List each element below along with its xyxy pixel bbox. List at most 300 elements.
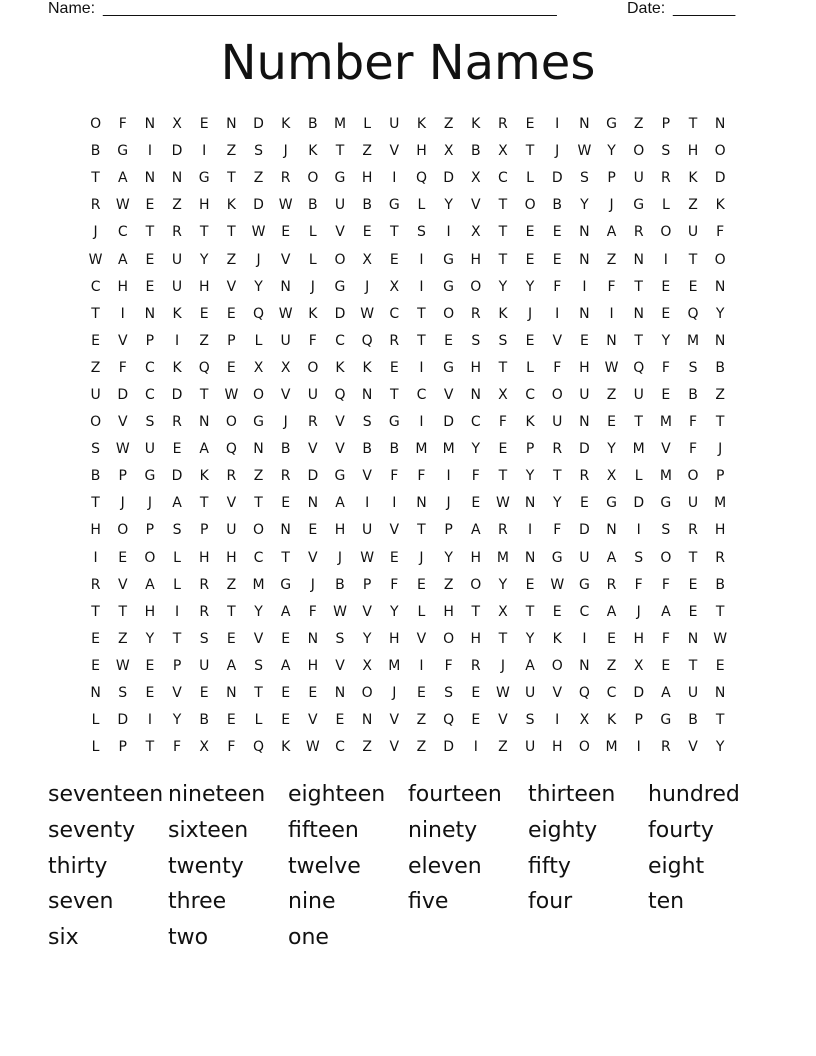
grid-letter[interactable]: B [308, 116, 318, 133]
grid-letter[interactable]: O [714, 251, 726, 268]
grid-letter[interactable]: Z [362, 143, 372, 160]
grid-letter[interactable]: X [362, 251, 372, 268]
grid-letter[interactable]: D [714, 170, 726, 187]
grid-letter[interactable]: F [417, 468, 426, 485]
grid-letter[interactable]: V [416, 630, 427, 647]
grid-letter[interactable]: I [147, 143, 152, 160]
grid-letter[interactable]: V [335, 441, 345, 458]
grid-letter[interactable]: R [90, 576, 101, 593]
grid-letter[interactable]: E [118, 549, 128, 566]
grid-letter[interactable]: H [198, 278, 210, 295]
grid-letter[interactable]: I [93, 549, 98, 566]
grid-letter[interactable]: E [172, 441, 182, 458]
grid-letter[interactable]: V [498, 712, 508, 729]
grid-letter[interactable]: D [633, 495, 645, 512]
grid-letter[interactable]: E [389, 251, 399, 268]
grid-letter[interactable]: W [550, 576, 565, 593]
grid-letter[interactable]: Q [415, 170, 427, 187]
grid-letter[interactable]: M [388, 657, 401, 674]
grid-letter[interactable]: J [256, 251, 261, 268]
grid-letter[interactable]: N [226, 116, 237, 133]
grid-letter[interactable]: U [280, 332, 291, 349]
grid-letter[interactable]: I [446, 224, 451, 241]
grid-letter[interactable]: Z [199, 332, 209, 349]
grid-letter[interactable]: F [688, 414, 698, 431]
grid-letter[interactable]: N [226, 685, 237, 702]
grid-letter[interactable]: U [307, 386, 318, 403]
grid-letter[interactable]: G [443, 251, 455, 268]
grid-letter[interactable]: H [687, 143, 699, 160]
grid-letter[interactable]: Y [471, 441, 481, 458]
grid-letter[interactable]: T [634, 414, 643, 431]
grid-letter[interactable]: K [715, 197, 725, 214]
grid-letter[interactable]: X [443, 143, 454, 160]
grid-letter[interactable]: J [337, 549, 343, 566]
grid-letter[interactable]: G [443, 359, 455, 376]
grid-letter[interactable]: Q [687, 305, 699, 322]
grid-letter[interactable]: Y [254, 278, 263, 295]
grid-letter[interactable]: E [552, 224, 562, 241]
grid-letter[interactable]: M [632, 441, 645, 458]
grid-letter[interactable]: D [307, 468, 319, 485]
grid-letter[interactable]: O [307, 170, 319, 187]
grid-letter[interactable]: A [661, 685, 671, 702]
grid-letter[interactable]: A [226, 657, 237, 674]
grid-letter[interactable]: J [500, 657, 505, 674]
grid-letter[interactable]: A [661, 603, 671, 620]
grid-letter[interactable]: S [498, 332, 508, 349]
grid-letter[interactable]: C [335, 332, 345, 349]
grid-letter[interactable]: O [307, 359, 319, 376]
grid-letter[interactable]: O [551, 657, 563, 674]
grid-letter[interactable]: U [633, 170, 644, 187]
grid-letter[interactable]: Z [253, 170, 264, 187]
grid-letter[interactable]: O [714, 143, 726, 160]
grid-letter[interactable]: Q [633, 359, 645, 376]
grid-letter[interactable]: N [90, 685, 101, 702]
grid-letter[interactable]: T [91, 305, 100, 322]
grid-letter[interactable]: D [117, 386, 129, 403]
grid-letter[interactable]: V [117, 576, 128, 593]
grid-letter[interactable]: N [633, 305, 644, 322]
grid-letter[interactable]: W [305, 739, 320, 756]
grid-letter[interactable]: T [254, 495, 263, 512]
grid-letter[interactable]: R [660, 739, 671, 756]
grid-letter[interactable]: G [606, 116, 617, 133]
grid-letter[interactable]: P [118, 468, 127, 485]
grid-letter[interactable]: B [688, 386, 698, 403]
grid-letter[interactable]: K [606, 712, 617, 729]
grid-letter[interactable]: X [498, 143, 508, 160]
grid-letter[interactable]: N [307, 495, 319, 512]
grid-letter[interactable]: Z [606, 386, 617, 403]
grid-letter[interactable]: O [633, 143, 645, 160]
grid-letter[interactable]: S [471, 332, 481, 349]
grid-letter[interactable]: B [280, 441, 291, 458]
grid-letter[interactable]: E [661, 278, 671, 295]
grid-letter[interactable]: V [280, 386, 291, 403]
grid-letter[interactable]: R [498, 116, 508, 133]
grid-letter[interactable]: U [362, 522, 373, 539]
grid-letter[interactable]: U [90, 386, 101, 403]
grid-letter[interactable]: I [582, 630, 587, 647]
grid-letter[interactable]: Z [498, 739, 508, 756]
grid-letter[interactable]: W [333, 603, 347, 620]
grid-letter[interactable]: L [308, 251, 317, 268]
grid-letter[interactable]: L [526, 170, 534, 187]
grid-letter[interactable]: D [633, 685, 645, 702]
grid-letter[interactable]: U [687, 224, 699, 241]
grid-letter[interactable]: O [660, 549, 672, 566]
grid-letter[interactable]: A [172, 495, 182, 512]
grid-letter[interactable]: Z [633, 116, 644, 133]
grid-letter[interactable]: T [390, 224, 399, 241]
grid-letter[interactable]: M [659, 414, 672, 431]
grid-letter[interactable]: L [634, 468, 643, 485]
grid-letter[interactable]: E [444, 332, 454, 349]
grid-letter[interactable]: V [117, 414, 128, 431]
grid-letter[interactable]: V [335, 657, 345, 674]
grid-letter[interactable]: Y [444, 549, 453, 566]
grid-letter[interactable]: K [471, 116, 481, 133]
grid-letter[interactable]: R [498, 522, 508, 539]
grid-letter[interactable]: K [552, 630, 562, 647]
grid-letter[interactable]: N [714, 332, 726, 349]
grid-letter[interactable]: K [172, 305, 182, 322]
grid-letter[interactable]: R [715, 549, 726, 566]
grid-letter[interactable]: N [144, 170, 156, 187]
name-field-line[interactable]: ___________________________________________________ [103, 0, 557, 17]
grid-letter[interactable]: H [470, 630, 482, 647]
grid-letter[interactable]: U [389, 116, 400, 133]
grid-letter[interactable]: C [525, 386, 535, 403]
grid-letter[interactable]: U [524, 685, 536, 702]
grid-letter[interactable]: F [553, 522, 562, 539]
grid-letter[interactable]: T [417, 522, 426, 539]
grid-letter[interactable]: T [498, 359, 508, 376]
grid-letter[interactable]: C [253, 549, 264, 566]
grid-letter[interactable]: T [199, 386, 209, 403]
grid-letter[interactable]: T [227, 603, 236, 620]
grid-letter[interactable]: F [716, 224, 725, 241]
grid-letter[interactable]: C [145, 386, 155, 403]
grid-letter[interactable]: G [334, 170, 346, 187]
grid-letter[interactable]: N [579, 414, 590, 431]
grid-letter[interactable]: N [144, 305, 156, 322]
grid-letter[interactable]: I [446, 468, 451, 485]
grid-letter[interactable]: H [117, 278, 128, 295]
grid-letter[interactable]: V [253, 630, 264, 647]
date-field-line[interactable]: _______ [673, 0, 736, 17]
grid-letter[interactable]: V [389, 522, 400, 539]
grid-letter[interactable]: R [199, 576, 210, 593]
grid-letter[interactable]: P [145, 332, 155, 349]
grid-letter[interactable]: E [91, 630, 100, 647]
grid-letter[interactable]: S [199, 630, 209, 647]
grid-letter[interactable]: G [144, 468, 156, 485]
grid-letter[interactable]: I [120, 305, 125, 322]
grid-letter[interactable]: Z [226, 143, 237, 160]
grid-letter[interactable]: T [417, 332, 426, 349]
grid-letter[interactable]: T [172, 630, 182, 647]
grid-letter[interactable]: F [498, 414, 507, 431]
grid-letter[interactable]: Z [416, 739, 427, 756]
grid-letter[interactable]: V [308, 712, 318, 729]
grid-letter[interactable]: T [715, 603, 725, 620]
grid-letter[interactable]: W [115, 657, 130, 674]
grid-letter[interactable]: N [470, 386, 481, 403]
grid-letter[interactable]: Y [607, 441, 616, 458]
grid-letter[interactable]: U [687, 685, 699, 702]
grid-letter[interactable]: T [145, 739, 155, 756]
grid-letter[interactable]: W [577, 143, 592, 160]
grid-letter[interactable]: O [90, 414, 102, 431]
grid-letter[interactable]: E [389, 359, 399, 376]
grid-letter[interactable]: W [251, 224, 266, 241]
grid-letter[interactable]: T [254, 685, 263, 702]
grid-letter[interactable]: P [145, 522, 155, 539]
grid-letter[interactable]: W [496, 685, 510, 702]
grid-letter[interactable]: N [579, 224, 590, 241]
grid-letter[interactable]: I [473, 739, 478, 756]
grid-letter[interactable]: W [713, 630, 728, 647]
grid-letter[interactable]: G [660, 495, 672, 512]
grid-letter[interactable]: E [389, 549, 399, 566]
grid-letter[interactable]: N [524, 549, 536, 566]
grid-letter[interactable]: O [470, 576, 482, 593]
grid-letter[interactable]: T [688, 549, 698, 566]
grid-letter[interactable]: K [688, 170, 698, 187]
grid-letter[interactable]: Q [253, 305, 265, 322]
grid-letter[interactable]: J [93, 224, 98, 241]
grid-letter[interactable]: Y [498, 576, 508, 593]
grid-letter[interactable]: F [607, 278, 616, 295]
grid-letter[interactable]: P [172, 657, 182, 674]
grid-letter[interactable]: T [715, 414, 725, 431]
grid-letter[interactable]: O [90, 116, 102, 133]
grid-letter[interactable]: V [226, 278, 237, 295]
grid-letter[interactable]: U [633, 386, 644, 403]
grid-letter[interactable]: F [227, 739, 236, 756]
grid-letter[interactable]: R [307, 414, 318, 431]
grid-letter[interactable]: E [145, 251, 155, 268]
grid-letter[interactable]: X [470, 224, 481, 241]
grid-letter[interactable]: Y [525, 630, 535, 647]
grid-letter[interactable]: I [365, 495, 370, 512]
grid-letter[interactable]: E [145, 685, 155, 702]
grid-letter[interactable]: N [714, 116, 726, 133]
grid-letter[interactable]: E [226, 305, 236, 322]
grid-letter[interactable]: V [280, 251, 291, 268]
grid-letter[interactable]: H [443, 603, 454, 620]
grid-letter[interactable]: O [687, 468, 699, 485]
grid-letter[interactable]: Q [361, 332, 373, 349]
grid-letter[interactable]: V [389, 143, 400, 160]
grid-letter[interactable]: D [579, 441, 590, 458]
grid-letter[interactable]: M [686, 332, 700, 349]
grid-letter[interactable]: H [226, 549, 237, 566]
grid-letter[interactable]: T [199, 495, 209, 512]
grid-letter[interactable]: D [579, 522, 590, 539]
grid-letter[interactable]: W [224, 386, 239, 403]
grid-letter[interactable]: F [390, 468, 399, 485]
grid-letter[interactable]: V [470, 197, 481, 214]
grid-letter[interactable]: O [144, 549, 156, 566]
grid-letter[interactable]: N [606, 332, 617, 349]
grid-letter[interactable]: P [227, 332, 236, 349]
grid-letter[interactable]: K [199, 468, 209, 485]
grid-letter[interactable]: Y [525, 278, 535, 295]
grid-letter[interactable]: O [225, 414, 237, 431]
grid-letter[interactable]: A [199, 441, 209, 458]
grid-letter[interactable]: Z [443, 116, 454, 133]
grid-letter[interactable]: O [253, 386, 265, 403]
grid-letter[interactable]: E [552, 603, 562, 620]
grid-letter[interactable]: K [308, 143, 318, 160]
grid-letter[interactable]: B [552, 197, 563, 214]
grid-letter[interactable]: J [609, 197, 614, 214]
grid-letter[interactable]: E [91, 332, 100, 349]
grid-letter[interactable]: K [172, 359, 182, 376]
grid-letter[interactable]: L [526, 359, 534, 376]
grid-letter[interactable]: C [470, 414, 481, 431]
grid-letter[interactable]: L [417, 603, 426, 620]
grid-letter[interactable]: I [555, 712, 560, 729]
grid-letter[interactable]: V [308, 441, 318, 458]
grid-letter[interactable]: W [360, 549, 375, 566]
grid-letter[interactable]: D [443, 739, 454, 756]
grid-letter[interactable]: N [606, 522, 617, 539]
grid-letter[interactable]: F [471, 468, 480, 485]
grid-letter[interactable]: E [471, 685, 481, 702]
grid-letter[interactable]: E [145, 657, 155, 674]
grid-letter[interactable]: I [392, 495, 397, 512]
grid-letter[interactable]: N [171, 170, 183, 187]
grid-letter[interactable]: X [498, 386, 508, 403]
grid-letter[interactable]: B [308, 197, 318, 214]
grid-letter[interactable]: B [199, 712, 209, 729]
grid-letter[interactable]: J [310, 278, 315, 295]
grid-letter[interactable]: E [281, 495, 291, 512]
grid-letter[interactable]: C [416, 386, 427, 403]
grid-letter[interactable]: V [688, 739, 698, 756]
grid-letter[interactable]: A [606, 224, 617, 241]
grid-letter[interactable]: B [335, 576, 345, 593]
grid-letter[interactable]: O [470, 278, 482, 295]
grid-letter[interactable]: B [90, 143, 101, 160]
grid-letter[interactable]: F [308, 332, 317, 349]
grid-letter[interactable]: E [281, 224, 291, 241]
grid-letter[interactable]: A [525, 657, 535, 674]
grid-letter[interactable]: A [470, 522, 481, 539]
grid-letter[interactable]: J [555, 143, 560, 160]
grid-letter[interactable]: O [443, 630, 455, 647]
grid-letter[interactable]: F [444, 657, 453, 674]
grid-letter[interactable]: K [308, 305, 318, 322]
grid-letter[interactable]: I [663, 251, 668, 268]
grid-letter[interactable]: H [198, 197, 210, 214]
grid-letter[interactable]: E [335, 712, 345, 729]
grid-letter[interactable]: P [607, 170, 616, 187]
grid-letter[interactable]: H [470, 549, 482, 566]
grid-letter[interactable]: N [253, 441, 264, 458]
grid-letter[interactable]: Y [498, 278, 508, 295]
grid-letter[interactable]: U [171, 251, 183, 268]
grid-letter[interactable]: T [498, 630, 508, 647]
grid-letter[interactable]: B [715, 576, 725, 593]
grid-letter[interactable]: I [582, 278, 587, 295]
grid-letter[interactable]: E [471, 495, 481, 512]
grid-letter[interactable]: F [118, 359, 127, 376]
grid-letter[interactable]: A [335, 495, 345, 512]
grid-letter[interactable]: Z [226, 576, 237, 593]
grid-letter[interactable]: J [120, 495, 125, 512]
grid-letter[interactable]: T [688, 251, 698, 268]
grid-letter[interactable]: Y [444, 197, 453, 214]
grid-letter[interactable]: T [227, 170, 236, 187]
grid-letter[interactable]: R [660, 170, 671, 187]
grid-letter[interactable]: G [633, 197, 645, 214]
grid-letter[interactable]: R [280, 170, 291, 187]
grid-letter[interactable]: G [280, 576, 292, 593]
grid-letter[interactable]: Y [172, 712, 182, 729]
grid-letter[interactable]: A [145, 576, 155, 593]
grid-letter[interactable]: E [91, 657, 100, 674]
grid-letter[interactable]: C [579, 603, 590, 620]
grid-letter[interactable]: V [443, 386, 454, 403]
grid-letter[interactable]: Y [145, 630, 155, 647]
grid-letter[interactable]: S [661, 143, 671, 160]
grid-letter[interactable]: E [525, 224, 535, 241]
grid-letter[interactable]: P [362, 576, 372, 593]
grid-letter[interactable]: S [335, 630, 345, 647]
grid-letter[interactable]: E [688, 278, 698, 295]
grid-letter[interactable]: V [389, 712, 400, 729]
grid-letter[interactable]: W [360, 305, 375, 322]
grid-letter[interactable]: N [633, 251, 644, 268]
grid-letter[interactable]: K [281, 739, 291, 756]
grid-letter[interactable]: N [361, 712, 373, 729]
grid-letter[interactable]: U [687, 495, 699, 512]
grid-letter[interactable]: A [280, 657, 291, 674]
grid-letter[interactable]: V [661, 441, 671, 458]
grid-letter[interactable]: O [524, 197, 536, 214]
grid-letter[interactable]: R [606, 576, 617, 593]
grid-letter[interactable]: V [308, 549, 318, 566]
grid-letter[interactable]: I [174, 603, 180, 620]
grid-letter[interactable]: N [280, 522, 291, 539]
grid-letter[interactable]: T [552, 468, 562, 485]
grid-letter[interactable]: Y [661, 332, 671, 349]
grid-letter[interactable]: N [307, 630, 319, 647]
grid-letter[interactable]: U [579, 549, 590, 566]
grid-letter[interactable]: K [362, 359, 372, 376]
grid-letter[interactable]: I [147, 712, 152, 729]
grid-letter[interactable]: C [498, 170, 508, 187]
grid-letter[interactable]: I [636, 522, 641, 539]
grid-letter[interactable]: Z [362, 739, 372, 756]
grid-letter[interactable]: S [525, 712, 535, 729]
grid-letter[interactable]: J [392, 685, 397, 702]
grid-letter[interactable]: Y [254, 603, 263, 620]
grid-letter[interactable]: G [660, 712, 672, 729]
grid-letter[interactable]: V [335, 414, 345, 431]
grid-letter[interactable]: E [715, 657, 725, 674]
grid-letter[interactable]: E [145, 278, 155, 295]
grid-letter[interactable]: D [171, 468, 183, 485]
grid-letter[interactable]: E [661, 657, 671, 674]
grid-letter[interactable]: E [607, 414, 616, 431]
